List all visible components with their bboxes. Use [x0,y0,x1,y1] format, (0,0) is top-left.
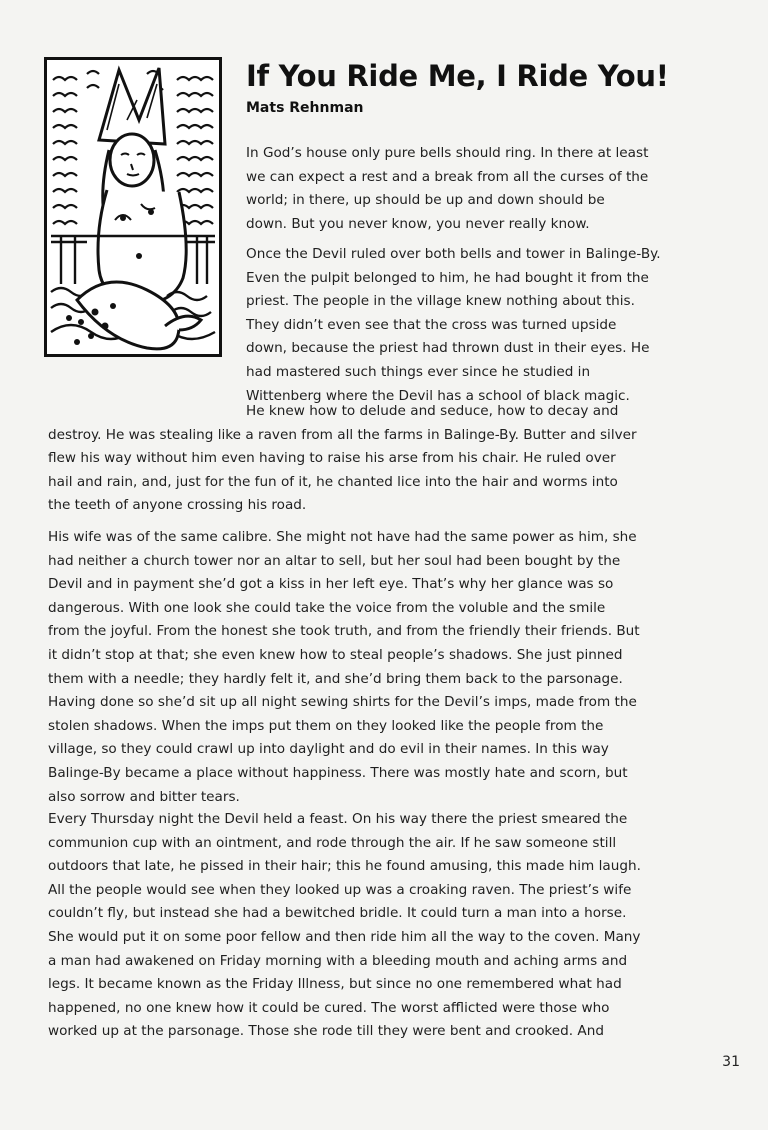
text-line: Every Thursday night the Devil held a feast. On his way there the priest smeared the [48,811,628,827]
article-author: Mats Rehnman [246,100,364,116]
text-line: them with a needle; they hardly felt it, and she’d bring them back to the parsonage. [48,670,623,687]
article-title: If You Ride Me, I Ride You! [246,59,669,93]
text-line: He knew how to delude and seduce, how to decay and [246,403,619,419]
text-line: Once the Devil ruled over both bells and tower in Balinge-By. [246,246,661,262]
text-line: village, so they could crawl up into daylight and do evil in their names. In this way [48,741,609,758]
paragraph-2-bottom [48,400,748,518]
text-line: dangerous. With one look she could take the voice from the voluble and the smile [48,599,606,616]
text-line: All the people would see when they looked up was a croaking raven. The priest’s wife [48,881,632,898]
paragraph-1 [246,142,746,236]
text-line: from the joyful. From the honest she took truth, and from the friendly their friends. But [48,623,640,640]
text-line: Balinge-By became a place without happiness. There was mostly hate and scorn, but [48,764,628,781]
paragraph-3 [48,526,748,809]
text-line: it didn’t stop at that; she even knew how to steal people’s shadows. She just pinned [48,646,623,663]
text-line: priest. The people in the village knew nothing about this. [246,293,635,310]
text-line: His wife was of the same calibre. She might not have had the same power as him, she [48,529,637,545]
text-line: Wittenberg where the Devil has a school of black magic. [246,387,630,404]
text-line: also sorrow and bitter tears. [48,788,240,805]
text-line: couldn’t fly, but instead she had a bewitched bridle. It could turn a man into a horse. [48,905,627,922]
text-line: had neither a church tower nor an altar to sell, but her soul had been bought by the [48,552,621,569]
text-line: legs. It became known as the Friday Illness, but since no one remembered what had [48,976,622,993]
text-line: down. But you never know, you never really know. [246,215,590,232]
text-line: had mastered such things ever since he studied in [246,363,591,380]
text-line: destroy. He was stealing like a raven from all the farms in Balinge-By. Butter and silver [48,426,637,443]
text-line: outdoors that late, he pissed in their hair; this he found amusing, this made him laugh. [48,858,641,875]
page-number: 31 [722,1054,740,1070]
text-line: She would put it on some poor fellow and then ride him all the way to the coven. Many [48,928,641,945]
text-line: They didn’t even see that the cross was turned upside [246,316,617,333]
text-line: the teeth of anyone crossing his road. [48,497,307,514]
text-line: world; in there, up should be up and down should be [246,192,605,209]
mermaid-woodcut-icon [44,57,222,357]
text-line: In God’s house only pure bells should ring. In there at least [246,145,649,161]
paragraph-2-top [246,243,746,408]
text-line: Even the pulpit belonged to him, he had bought it from the [246,269,649,286]
text-line: worked up at the parsonage. Those she rode till they were bent and crooked. And [48,1023,604,1040]
paragraph-4 [48,808,748,1044]
text-line: Devil and in payment she’d got a kiss in her left eye. That’s why her glance was so [48,576,614,593]
text-line: happened, no one knew how it could be cured. The worst afflicted were those who [48,999,610,1016]
text-line: Having done so she’d sit up all night sewing shirts for the Devil’s imps, made from the [48,694,637,711]
text-line: we can expect a rest and a break from all the curses of the [246,168,649,185]
text-line: communion cup with an ointment, and rode through the air. If he saw someone still [48,834,617,851]
text-line: hail and rain, and, just for the fun of it, he chanted lice into the hair and worms into [48,473,618,490]
text-line: stolen shadows. When the imps put them on they looked like the people from the [48,717,604,734]
text-line: down, because the priest had thrown dust in their eyes. He [246,340,650,357]
text-line: flew his way without him even having to raise his arse from his chair. He ruled over [48,450,616,467]
text-line: a man had awakened on Friday morning with a bleeding mouth and aching arms and [48,952,628,969]
